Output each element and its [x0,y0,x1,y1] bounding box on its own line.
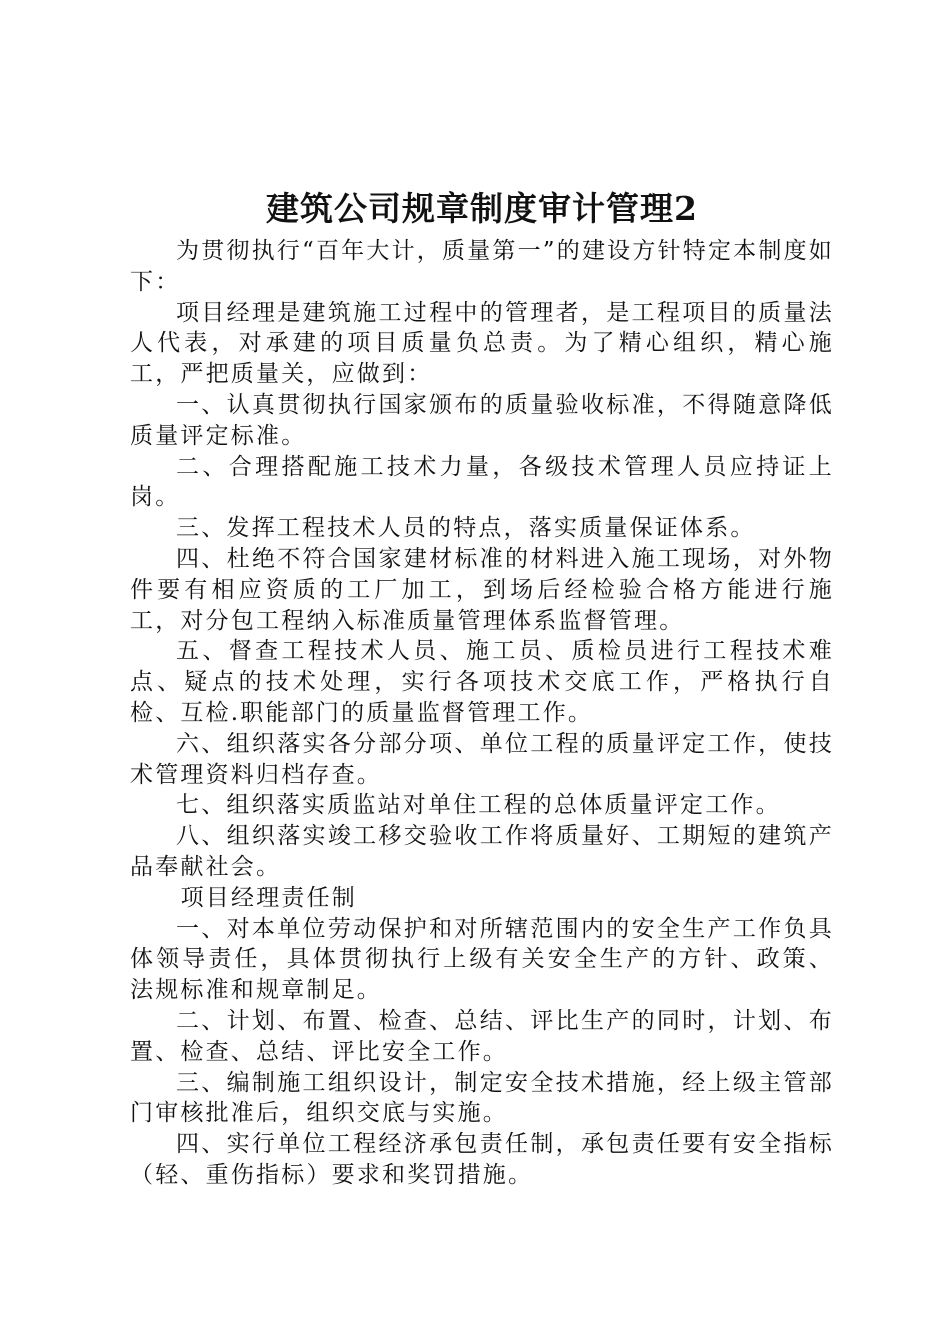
document-title: 建筑公司规章制度审计管理2 [266,189,698,228]
document-page [130,184,834,1191]
paragraph-item-4: 四、杜绝不符合国家建材标准的材料进入施工现场，对外物件要有相应资质的工厂加工，到场后经检验合格方能进行施工，对分包工程纳入标准质量管理体系监督管理。 [130,545,834,634]
paragraph-item-7: 七、组织落实质监站对单住工程的总体质量评定工作。 [176,792,781,819]
paragraph-intro: 为贯彻执行“百年大计，质量第一”的建设方针特定本制度如下： [130,238,834,295]
section-heading-responsibility: 项目经理责任制 [180,884,357,911]
paragraph-item-6: 六、组织落实各分部分项、单位工程的质量评定工作，使技术管理资料归档存查。 [130,730,834,788]
paragraph-item-8: 八、组织落实竣工移交验收工作将质量好、工期短的建筑产品奉献社会。 [130,823,834,880]
paragraph-resp-1: 一、对本单位劳动保护和对所辖范围内的安全生产工作负具体领导责任，具体贯彻执行上级有关安全生产的方针、政策、法规标准和规章制足。 [130,915,834,1004]
paragraph-resp-2: 二、计划、布置、检查、总结、评比生产的同时，计划、布置、检查、总结、评比安全工作。 [130,1007,834,1065]
paragraph-resp-3: 三、编制施工组织设计，制定安全技术措施，经上级主管部门审核批准后，组织交底与实施。 [130,1069,834,1127]
paragraph-manager-role: 项目经理是建筑施工过程中的管理者，是工程项目的质量法人代表，对承建的项目质量负总责。为了精心组织，精心施工，严把质量关，应做到： [130,299,834,388]
paragraph-resp-4: 四、实行单位工程经济承包责任制，承包责任要有安全指标（轻、重伤指标）要求和奖罚措施。 [130,1131,834,1188]
paragraph-item-3: 三、发挥工程技术人员的特点，落实质量保证体系。 [176,515,756,542]
paragraph-item-2: 二、合理搭配施工技术力量，各级技术管理人员应持证上岗。 [130,453,834,511]
paragraph-item-5: 五、督查工程技术人员、施工员、质检员进行工程技术难点、疑点的技术处理，实行各项技术交底工作，严格执行自检、互检.职能部门的质量监督管理工作。 [130,638,834,726]
paragraph-item-1: 一、认真贯彻执行国家颁布的质量验收标准，不得随意降低质量评定标准。 [130,391,834,449]
document-body [130,236,834,1191]
